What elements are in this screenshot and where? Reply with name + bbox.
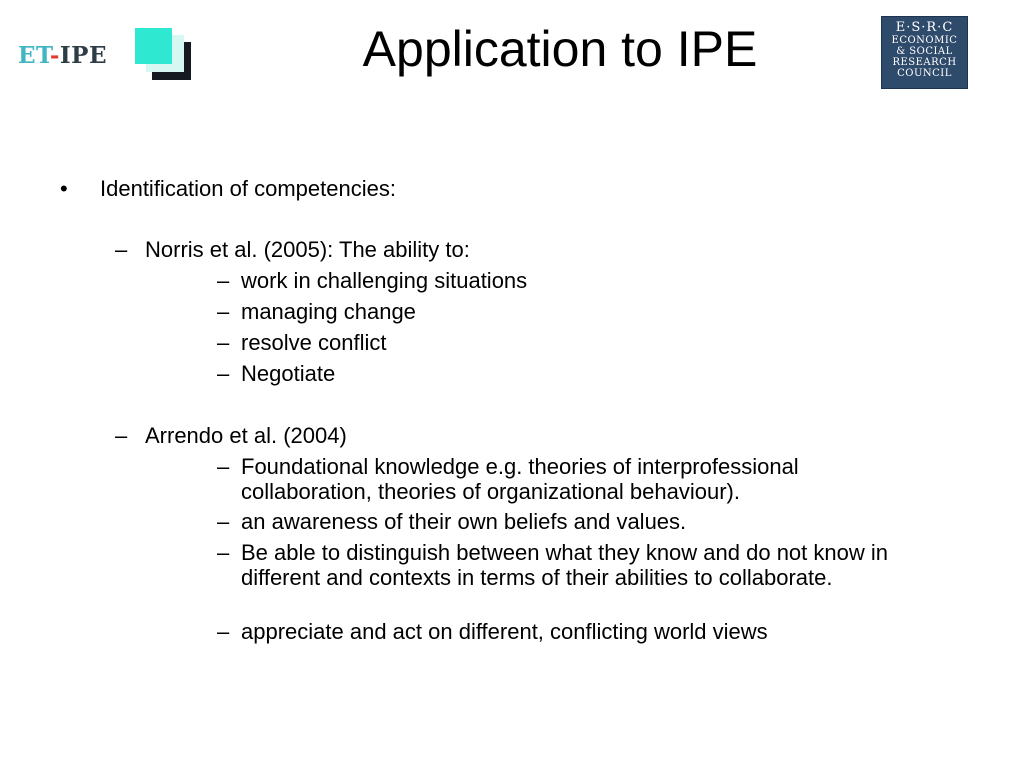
arrendo-item-text: Be able to distinguish between what they know and do not know in different and contexts in terms of their abilities to collaborate.	[241, 540, 888, 590]
bullet-marker: •	[60, 176, 68, 201]
norris-list-item	[217, 299, 921, 324]
norris-item-text: work in challenging situations	[241, 268, 528, 293]
bullet-item	[60, 176, 396, 201]
sub-item-norris	[115, 237, 470, 262]
arrendo-item-text: an awareness of their own beliefs and values.	[241, 509, 687, 534]
norris-item-text: Negotiate	[241, 361, 336, 386]
sub-item-arrendo	[115, 423, 347, 448]
norris-item-text: managing change	[241, 299, 416, 324]
esrc-logo-line-2: & SOCIAL	[896, 46, 953, 57]
et-ipe-wordmark-et: ET	[18, 42, 50, 69]
esrc-logo-acronym: E·S·R·C	[895, 20, 954, 35]
arrendo-list-item	[217, 454, 921, 504]
arrendo-label: Arrendo et al. (2004)	[145, 423, 347, 448]
dash-marker: –	[217, 540, 230, 565]
et-ipe-wordmark-ipe: IPE	[59, 42, 107, 69]
arrendo-list-item	[217, 540, 921, 590]
dash-marker: –	[217, 361, 230, 386]
norris-label: Norris et al. (2005): The ability to:	[145, 237, 470, 262]
esrc-logo-line-4: COUNCIL	[897, 68, 952, 79]
arrendo-item-text: appreciate and act on different, conflicting world views	[241, 619, 768, 644]
slide-title: Application to IPE	[362, 21, 758, 77]
arrendo-list-item	[217, 619, 921, 644]
esrc-logo-line-1: ECONOMIC	[891, 35, 958, 46]
dash-marker: –	[217, 509, 230, 534]
dash-marker: –	[217, 619, 230, 644]
norris-item-text: resolve conflict	[241, 330, 387, 355]
norris-list-item	[217, 361, 921, 386]
norris-list-item	[217, 330, 921, 355]
arrendo-item-text: Foundational knowledge e.g. theories of interprofessional collaboration, theories of organizational behaviour).	[241, 454, 799, 504]
dash-marker: –	[217, 454, 230, 479]
dash-marker: –	[217, 299, 230, 324]
competencies-heading: Identification of competencies:	[100, 176, 396, 201]
dash-marker: –	[115, 237, 128, 262]
dash-marker: –	[217, 330, 230, 355]
dash-marker: –	[115, 423, 128, 448]
dash-marker: –	[217, 268, 230, 293]
esrc-logo-line-3: RESEARCH	[892, 57, 957, 68]
norris-list-item	[217, 268, 921, 293]
et-ipe-wordmark-dash: -	[49, 42, 60, 69]
arrendo-list-item	[217, 509, 921, 534]
